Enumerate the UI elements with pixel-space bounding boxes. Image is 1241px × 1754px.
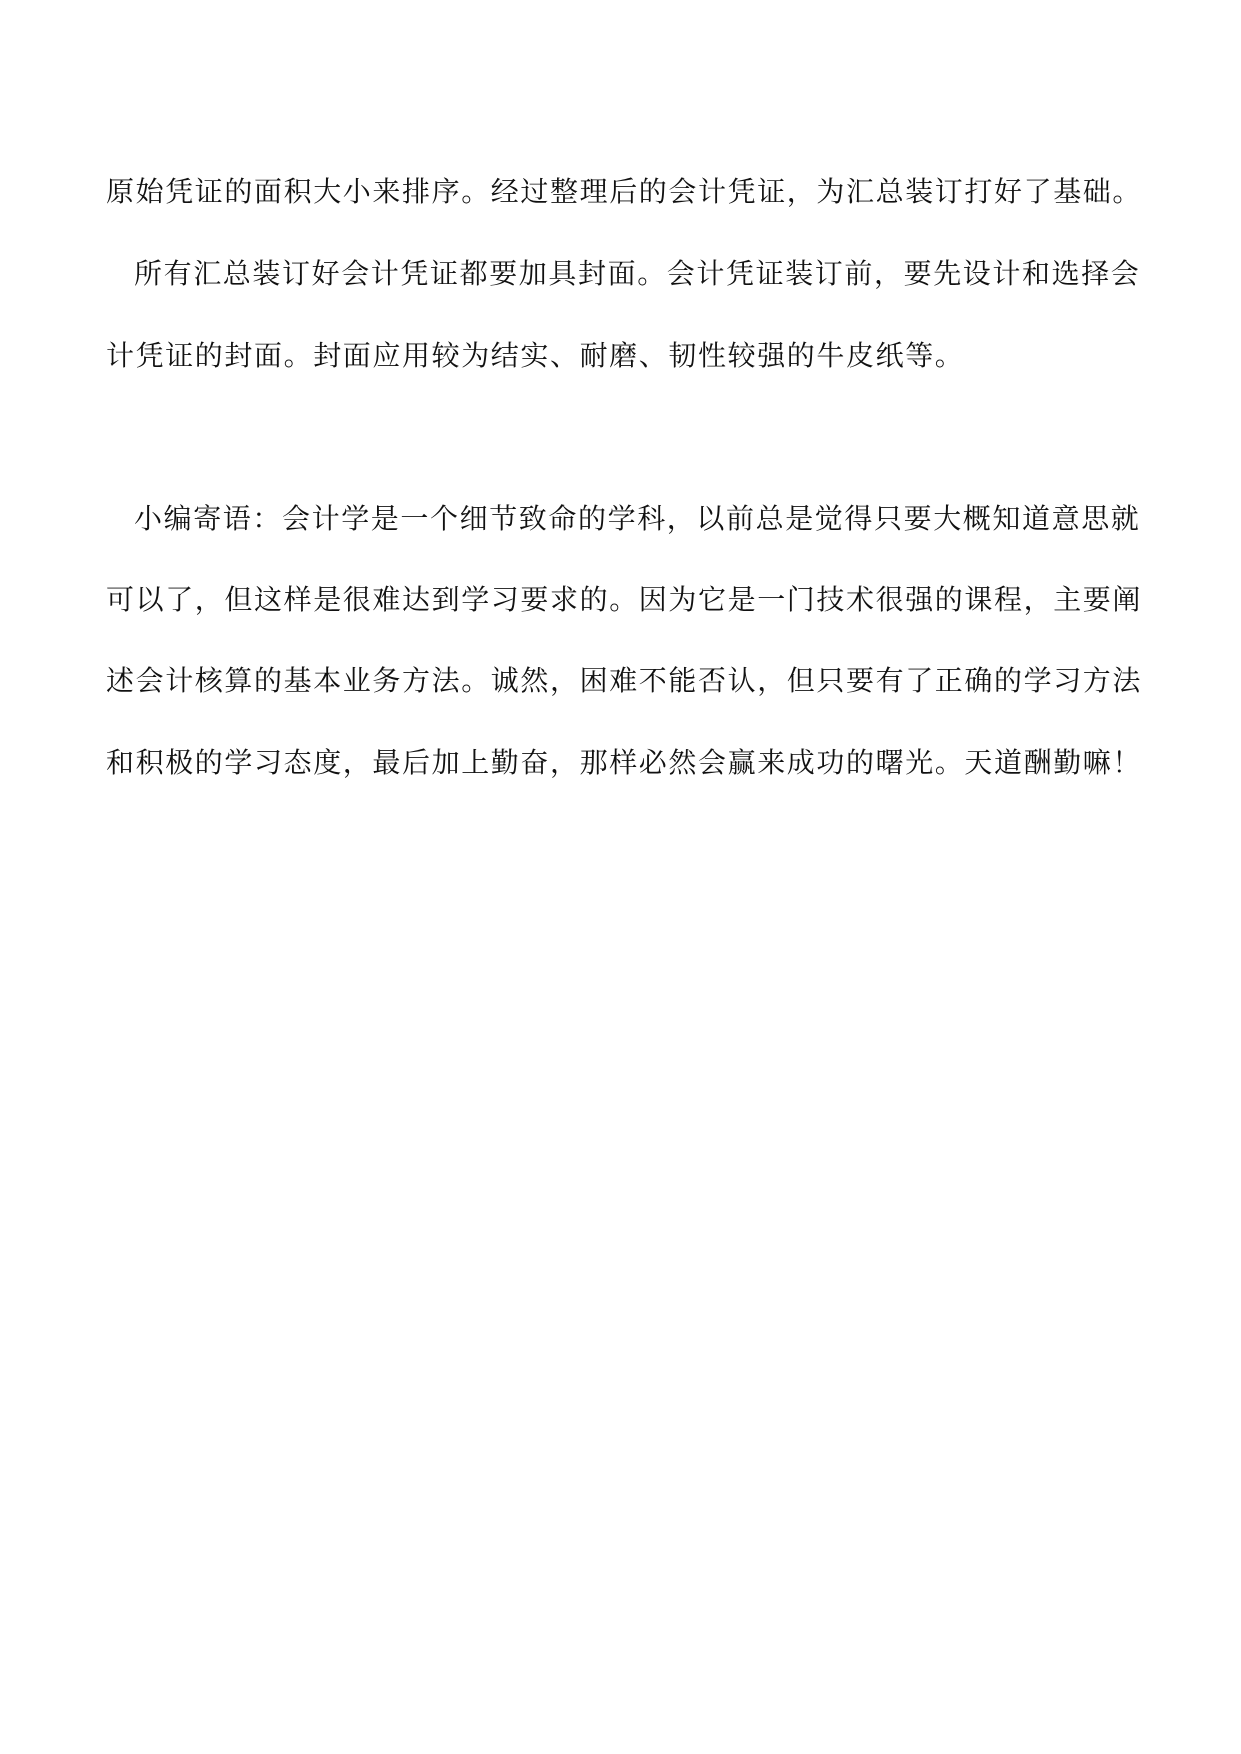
text-line: 和积极的学习态度，最后加上勤奋，那样必然会赢来成功的曙光。天道酬勤嘛！ <box>106 746 1143 779</box>
text-line: 述会计核算的基本业务方法。诚然，困难不能否认，但只要有了正确的学习方法 <box>106 664 1143 697</box>
text-line: 小编寄语：会计学是一个细节致命的学科，以前总是觉得只要大概知道意思就 <box>134 502 1141 535</box>
text-line: 可以了，但这样是很难达到学习要求的。因为它是一门技术很强的课程，主要阐 <box>106 583 1143 616</box>
text-line: 原始凭证的面积大小来排序。经过整理后的会计凭证，为汇总装订打好了基础。 <box>106 175 1143 208</box>
text-line: 计凭证的封面。封面应用较为结实、耐磨、韧性较强的牛皮纸等。 <box>106 339 965 372</box>
text-line: 所有汇总装订好会计凭证都要加具封面。会计凭证装订前，要先设计和选择会 <box>134 257 1141 290</box>
